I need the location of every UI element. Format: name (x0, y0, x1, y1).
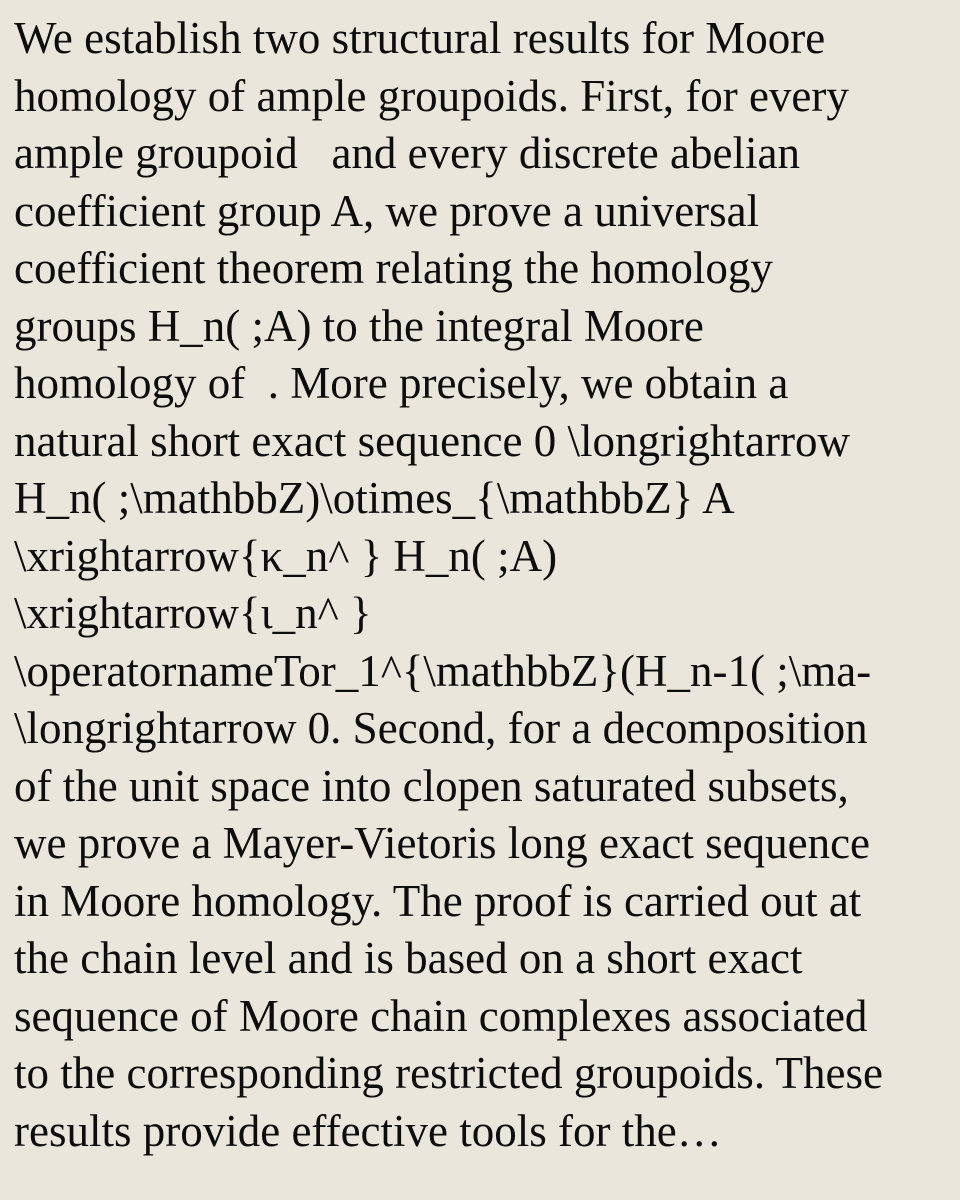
abstract-line: homology of . More precisely, we obtain a (14, 358, 789, 408)
abstract-line: \longrightarrow 0. Second, for a decomposition (14, 703, 868, 753)
abstract-line: of the unit space into clopen saturated subsets, (14, 760, 849, 811)
abstract-line: in Moore homology. The proof is carried out at (14, 875, 862, 926)
abstract-line: H_n( ;\mathbbZ)\otimes_{\mathbbZ} A (14, 473, 735, 523)
abstract-line: ample groupoid and every discrete abelian (14, 128, 800, 178)
abstract-line: We establish two structural results for Moore (14, 13, 826, 63)
abstract-line: coefficient group A, we prove a universal (14, 185, 760, 236)
abstract-line: sequence of Moore chain complexes associated (14, 990, 868, 1041)
abstract-line: the chain level and is based on a short exact (14, 933, 803, 983)
abstract-line: homology of ample groupoids. First, for every (14, 70, 849, 121)
abstract-line: natural short exact sequence 0 \longrightarrow (14, 415, 850, 466)
abstract-line: \xrightarrow{ι_n^ } (14, 588, 372, 638)
abstract-line: \operatornameTor_1^{\mathbbZ}(H_n-1( ;\ma- (14, 645, 872, 696)
abstract-line: to the corresponding restricted groupoids. These (14, 1048, 883, 1098)
abstract-line: coefficient theorem relating the homology (14, 243, 773, 293)
abstract-line: \xrightarrow{κ_n^ } H_n( ;A) (14, 530, 558, 581)
abstract-line: we prove a Mayer-Vietoris long exact sequence (14, 818, 871, 868)
abstract-text (14, 10, 960, 1160)
abstract-line: groups H_n( ;A) to the integral Moore (14, 300, 704, 351)
abstract-line: results provide effective tools for the… (14, 1105, 722, 1156)
